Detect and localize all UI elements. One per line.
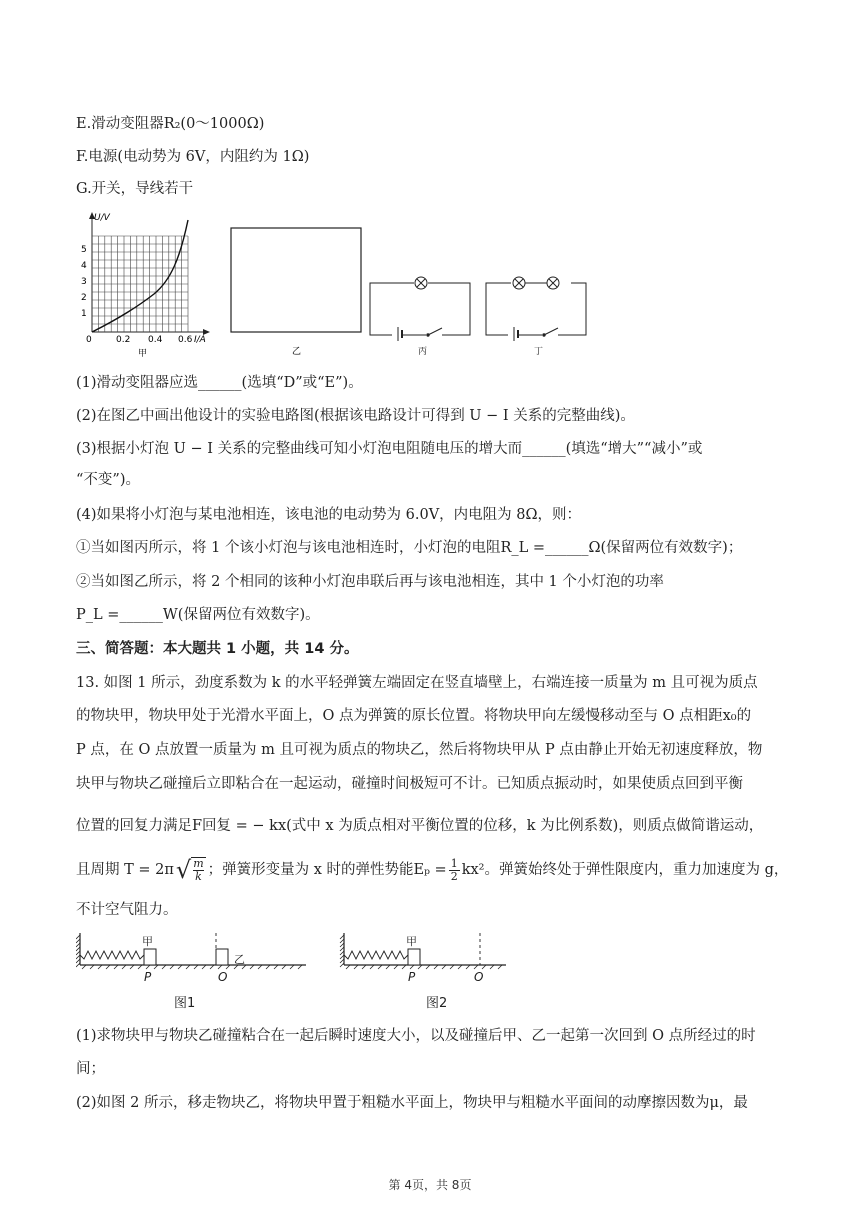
figure-1 — [76, 933, 306, 1011]
question-4-part1: ①当如图丙所示，将 1 个该小灯泡与该电池相连时，小灯泡的电阻R_L =______Ω(保留两位有效数字)； — [76, 540, 743, 556]
graph-xlabel: I/A — [194, 335, 206, 345]
formula-text: ；弹簧形变量为 x 时的弹性势能Eₚ = — [207, 862, 447, 878]
graph-ytick: 1 — [81, 309, 87, 319]
problem-13-line: 块甲与物块乙碰撞后立即粘合在一起运动，碰撞时间极短可不计。已知质点振动时，如果使质点回到平衡 — [76, 776, 743, 792]
graph-ytick: 3 — [81, 277, 87, 287]
graph-ytick: 2 — [81, 293, 87, 303]
question-3-line2: “不变”)。 — [76, 472, 140, 488]
fig1-caption: 图1 — [174, 996, 196, 1011]
problem-13-line: 位置的回复力满足F回复 = − kx(式中 x 为质点相对平衡位置的位移，k 为比例系数)，则质点做简谐运动， — [76, 818, 764, 834]
ui-graph — [81, 212, 210, 358]
formula-line — [76, 857, 788, 883]
question-4: (4)如果将小灯泡与某电池相连，该电池的电动势为 6.0V，内电阻为 8Ω，则： — [76, 507, 582, 523]
frac-top: m — [193, 857, 204, 870]
sub-question-2: (2)如图 2 所示，移走物块乙，将物块甲置于粗糙水平面上，物块甲与粗糙水平面间的动摩擦因数为μ，最 — [76, 1095, 748, 1111]
question-2: (2)在图乙中画出他设计的实验电路图(根据该电路设计可得到 U − I 关系的完整曲线)。 — [76, 408, 635, 424]
spring-figures — [76, 925, 506, 1017]
fig1-yi-label: 乙 — [234, 953, 245, 966]
fig1-jia-label: 甲 — [142, 935, 153, 948]
ding-caption: 丁 — [534, 347, 544, 357]
bing-caption: 丙 — [418, 347, 428, 357]
circuit-ding — [486, 276, 586, 357]
fig2-jia-label: 甲 — [406, 935, 417, 948]
fig1-p-label: P — [144, 970, 152, 984]
section-heading: 三、简答题：本大题共 1 小题，共 14 分。 — [76, 641, 359, 657]
option-g: G.开关，导线若干 — [76, 181, 194, 197]
problem-13-line: P 点，在 O 点放置一质量为 m 且可视为质点的物块乙，然后将物块甲从 P 点由静止开始无初速度释放，物 — [76, 742, 763, 758]
box-caption: 乙 — [292, 347, 302, 357]
frac-bottom: k — [195, 870, 202, 883]
formula-text: 且周期 T = 2π — [76, 862, 174, 878]
half-fraction — [449, 858, 460, 883]
option-f: F.电源(电动势为 6V，内阻约为 1Ω) — [76, 149, 310, 165]
question-4-part2: ②当如图乙所示，将 2 个相同的该种小灯泡串联后再与该电池相连，其中 1 个小灯泡的功率 — [76, 574, 664, 590]
question-1: (1)滑动变阻器应选______(选填“D”或“E”)。 — [76, 375, 363, 391]
question-4-part2-cont: P_L =______W(保留两位有效数字)。 — [76, 607, 320, 623]
graph-xtick: 0.2 — [116, 335, 131, 345]
graph-caption: 甲 — [138, 349, 148, 358]
graph-xtick: 0 — [86, 335, 92, 345]
fig2-p-label: P — [408, 970, 416, 984]
sqrt-fraction: √ m k — [175, 856, 204, 884]
option-e: E.滑动变阻器R₂(0～1000Ω) — [76, 116, 265, 132]
circuit-bing — [370, 276, 470, 357]
graph-ytick: 5 — [81, 245, 87, 255]
blank-circuit-box — [231, 228, 361, 357]
question-3-line1: (3)根据小灯泡 U − I 关系的完整曲线可知小灯泡电阻随电压的增大而______(填选“增大”“减小”或 — [76, 441, 703, 457]
graph-xtick: 0.6 — [178, 335, 193, 345]
problem-13-line: 不计空气阻力。 — [76, 902, 178, 918]
frac-top: 1 — [450, 856, 458, 870]
fig1-o-label: O — [218, 970, 228, 984]
circuit-figures — [76, 208, 616, 358]
graph-ytick: 4 — [81, 261, 87, 271]
graph-ylabel: U/V — [94, 213, 110, 223]
page-footer: 第 4页，共 8页 — [388, 1178, 472, 1192]
figure-2 — [340, 933, 506, 1011]
fig2-caption: 图2 — [426, 996, 448, 1011]
fig2-o-label: O — [474, 970, 484, 984]
frac-bottom: 2 — [450, 869, 458, 883]
sub-question-1-line2: 间； — [76, 1061, 105, 1077]
problem-13-line: 13. 如图 1 所示，劲度系数为 k 的水平轻弹簧左端固定在竖直墙壁上，右端连接一质量为 m 且可视为质点 — [76, 675, 758, 691]
formula-text: kx²。弹簧始终处于弹性限度内，重力加速度为 g， — [461, 862, 789, 878]
graph-xtick: 0.4 — [148, 335, 163, 345]
problem-13-line: 的物块甲，物块甲处于光滑水平面上，O 点为弹簧的原长位置。将物块甲向左缓慢移动至与 O 点相距x₀的 — [76, 708, 752, 724]
sub-question-1-line1: (1)求物块甲与物块乙碰撞粘合在一起后瞬时速度大小，以及碰撞后甲、乙一起第一次回到 O 点所经过的时 — [76, 1028, 756, 1044]
